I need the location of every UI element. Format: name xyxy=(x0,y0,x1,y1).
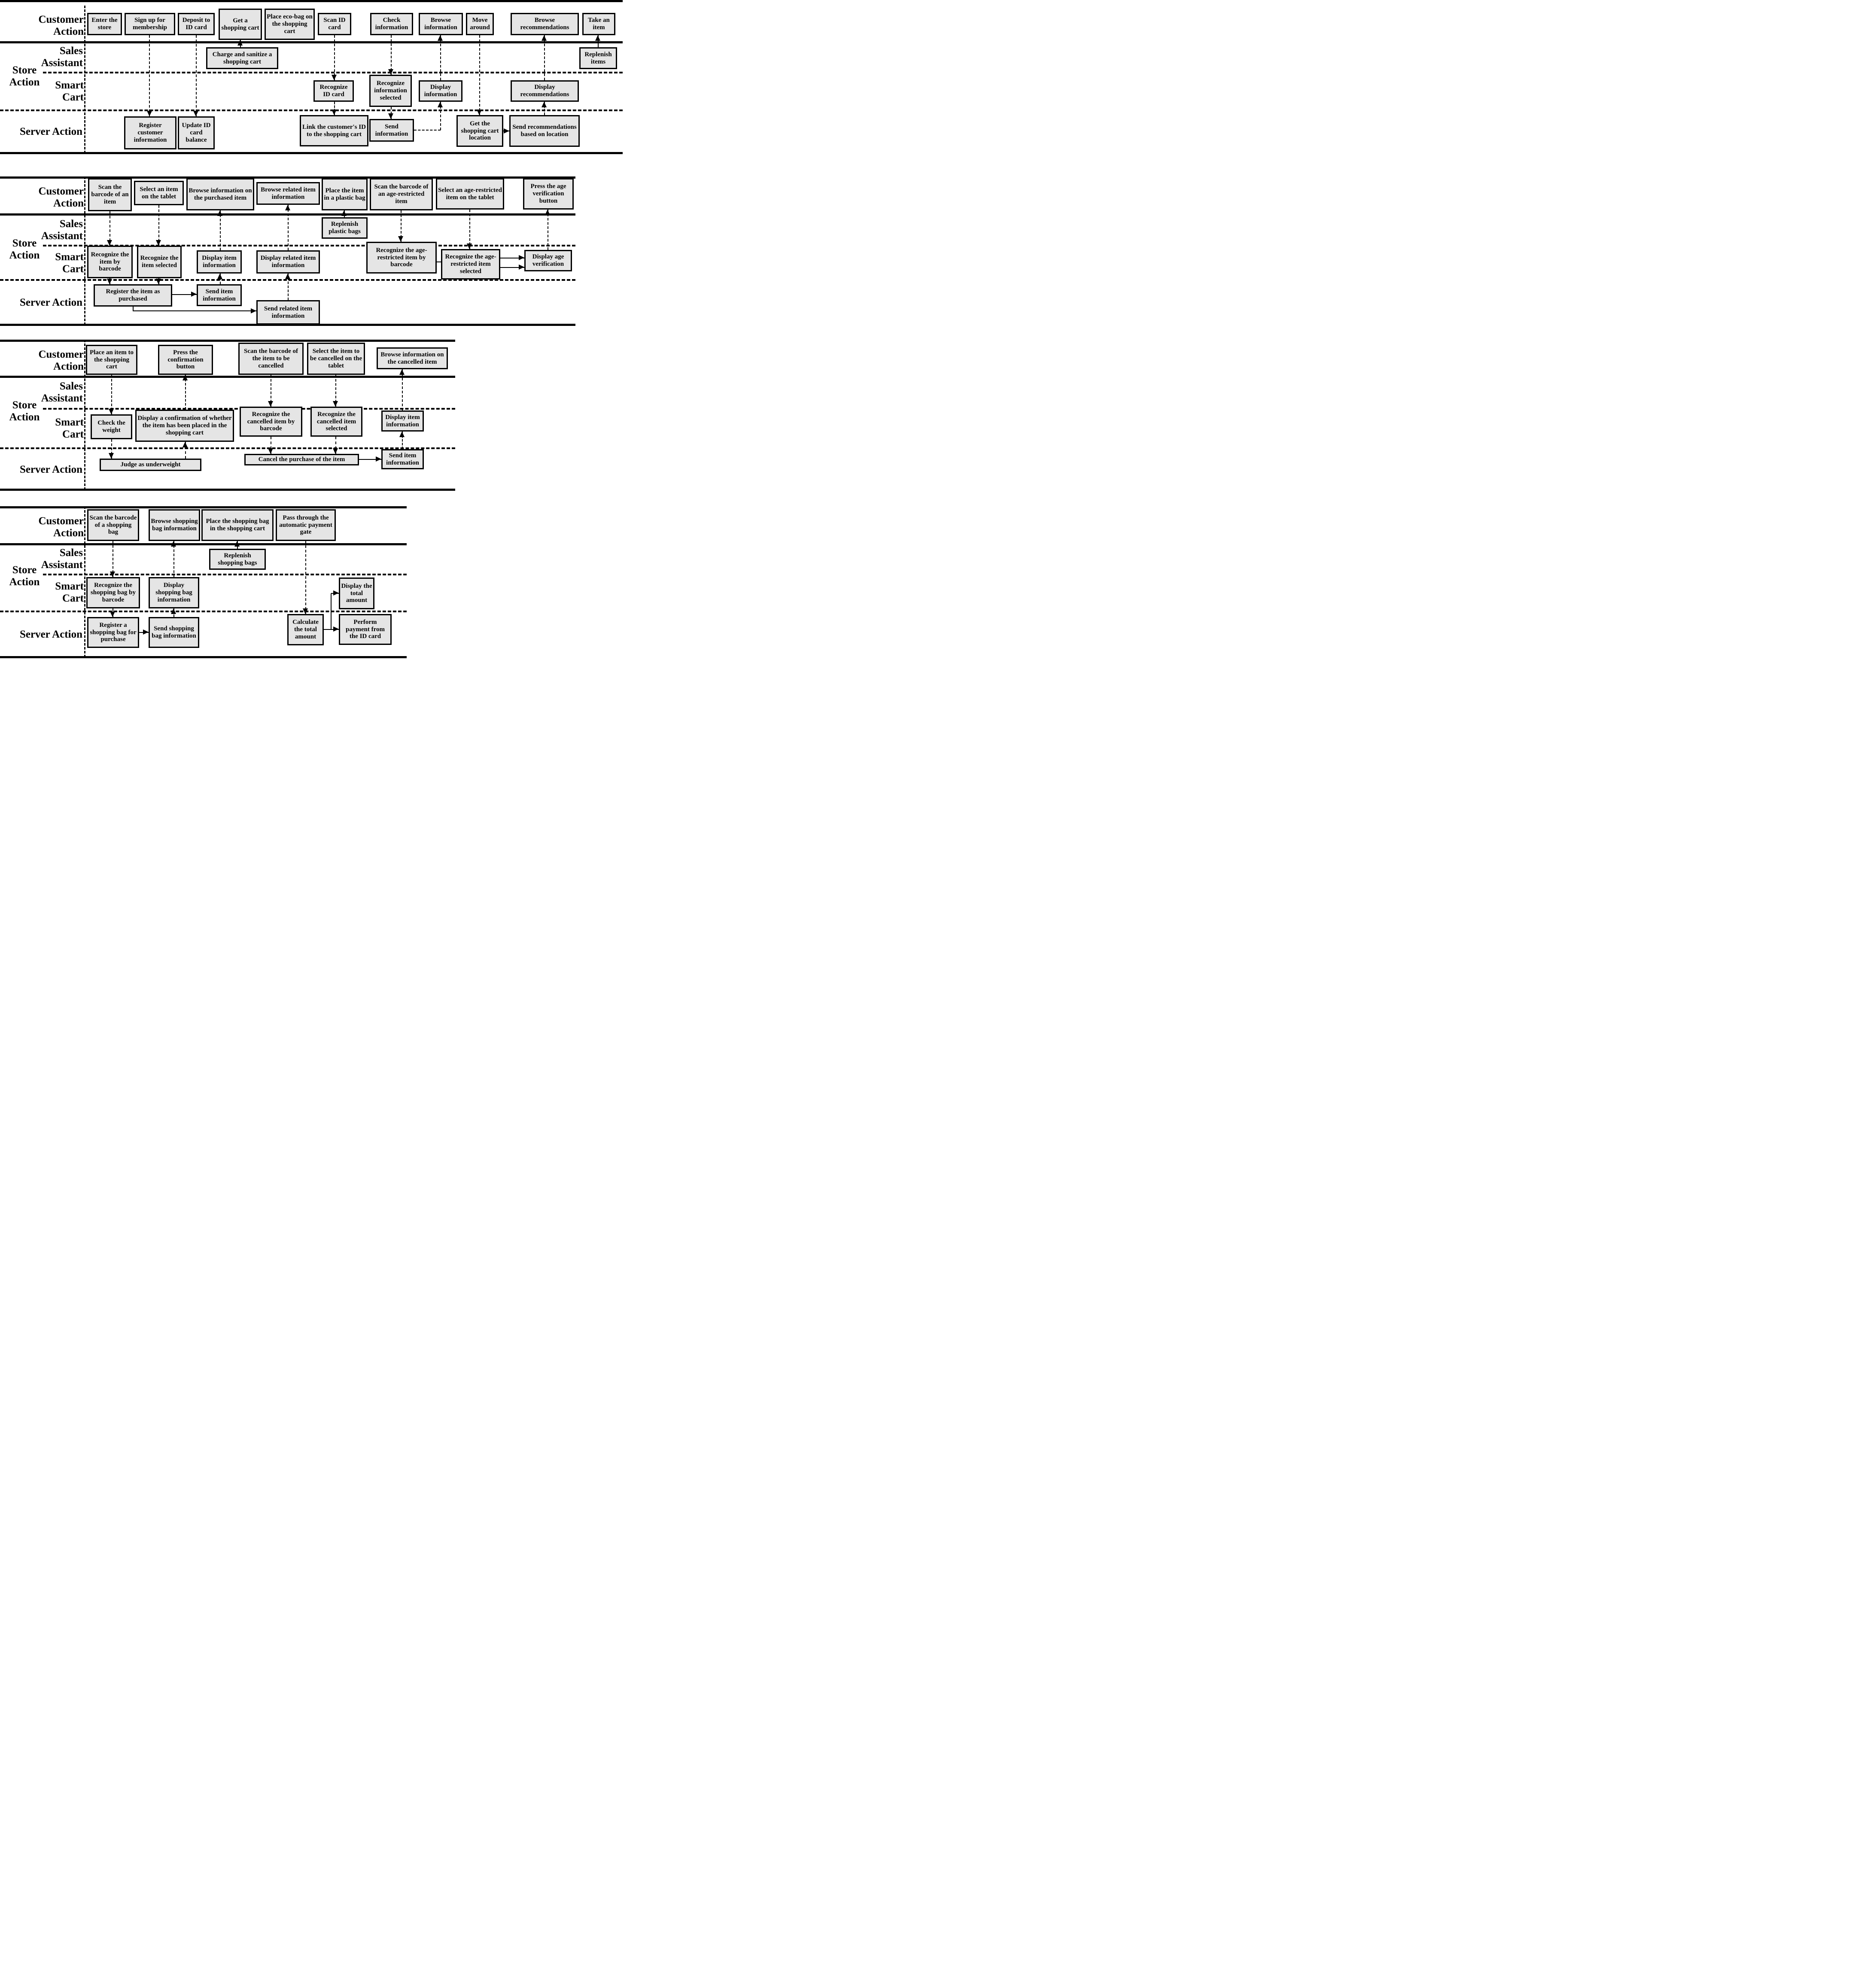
box-display-related-item-information: Display related item information xyxy=(256,250,320,274)
lane-label-store: Store Action xyxy=(9,237,40,261)
panel-border xyxy=(0,656,407,658)
box-scan-item-barcode: Scan the barcode of an item xyxy=(88,178,132,211)
box-recognize-age-restricted-barcode: Recognize the age-restricted item by barcode xyxy=(366,242,437,274)
lane-label-smart: Smart Cart xyxy=(55,79,84,103)
box-place-eco-bag: Place eco-bag on the shopping cart xyxy=(265,9,315,40)
box-select-age-restricted-tablet: Select an age-restricted item on the tablet xyxy=(436,178,504,210)
lane-label-server: Server Action xyxy=(19,126,82,137)
lane-label-sales: Sales Assistant xyxy=(41,380,83,404)
box-register-bag-purchase: Register a shopping bag for purchase xyxy=(87,617,139,648)
arrow-up-icon xyxy=(234,541,240,547)
box-browse-cancelled-item: Browse information on the cancelled item xyxy=(377,347,448,369)
box-replenish-shopping-bags: Replenish shopping bags xyxy=(209,549,266,570)
box-update-id-card-balance: Update ID card balance xyxy=(178,116,215,149)
box-recognize-bag-barcode: Recognize the shopping bag by barcode xyxy=(86,577,140,608)
box-send-recommendations: Send recommendations based on location xyxy=(509,115,580,147)
box-link-customer-id: Link the customer's ID to the shopping cart xyxy=(300,115,368,146)
box-get-shopping-cart: Get a shopping cart xyxy=(219,9,262,40)
box-scan-bag-barcode: Scan the barcode of a shopping bag xyxy=(87,509,139,541)
box-browse-purchased-item: Browse information on the purchased item xyxy=(186,178,254,210)
lane-label-store: Store Action xyxy=(9,564,40,588)
box-check-information: Check information xyxy=(370,13,413,35)
box-scan-cancel-barcode: Scan the barcode of the item to be cancelled xyxy=(238,343,304,375)
arrow-up-icon xyxy=(171,541,176,547)
arrow-right-icon xyxy=(143,629,149,635)
box-press-confirmation: Press the confirmation button xyxy=(158,345,213,375)
box-send-item-information: Send item information xyxy=(381,449,424,469)
lane-label-store: Store Action xyxy=(9,64,40,88)
box-judge-underweight: Judge as underweight xyxy=(100,459,201,471)
box-register-customer-information: Register customer information xyxy=(124,116,176,149)
box-check-weight: Check the weight xyxy=(91,414,132,439)
box-send-information: Send information xyxy=(369,119,414,142)
lane-label-sales: Sales Assistant xyxy=(41,547,83,571)
box-display-age-verification: Display age verification xyxy=(524,250,572,271)
box-calculate-total-amount: Calculate the total amount xyxy=(287,614,324,645)
box-browse-recommendations: Browse recommendations xyxy=(511,13,579,35)
arrow-right-icon xyxy=(333,626,339,632)
box-browse-information: Browse information xyxy=(419,13,463,35)
box-display-item-information: Display item information xyxy=(197,250,242,274)
box-recognize-information-selected: Recognize information selected xyxy=(369,75,412,107)
box-enter-store: Enter the store xyxy=(87,13,122,35)
box-pass-payment-gate: Pass through the automatic payment gate xyxy=(276,509,336,541)
box-recognize-age-restricted-selected: Recognize the age-restricted item selected xyxy=(441,249,500,280)
box-send-bag-information: Send shopping bag information xyxy=(149,617,199,648)
box-sign-up-membership: Sign up for membership xyxy=(125,13,175,35)
box-move-around: Move around xyxy=(466,13,494,35)
lane-label-smart: Smart Cart xyxy=(55,581,84,604)
lane-label-smart: Smart Cart xyxy=(55,416,84,440)
box-recognize-item-selected: Recognize the item selected xyxy=(137,246,182,278)
label-separator xyxy=(84,506,85,657)
box-display-bag-information: Display shopping bag information xyxy=(149,577,199,608)
lane-label-smart: Smart Cart xyxy=(55,251,84,275)
connector-line xyxy=(305,541,306,614)
box-place-bag-cart: Place the shopping bag in the shopping cart xyxy=(201,509,274,541)
sales-smart-divider xyxy=(43,574,407,575)
lane-label-sales: Sales Assistant xyxy=(41,218,83,242)
arrow-down-icon xyxy=(303,608,308,614)
service-blueprint-diagram xyxy=(0,0,623,663)
box-recognize-item-barcode: Recognize the item by barcode xyxy=(87,246,133,278)
lane-label-customer: Customer Action xyxy=(38,185,84,209)
customer-store-divider xyxy=(0,543,407,545)
box-replenish-items: Replenish items xyxy=(579,47,617,69)
lane-label-sales: Sales Assistant xyxy=(41,45,83,69)
box-browse-bag-information: Browse shopping bag information xyxy=(149,509,200,541)
lane-label-customer: Customer Action xyxy=(38,349,84,372)
box-display-item-information: Display item information xyxy=(381,410,424,432)
box-display-recommendations: Display recommendations xyxy=(511,80,579,102)
lane-label-customer: Customer Action xyxy=(38,14,84,37)
box-register-item-purchased: Register the item as purchased xyxy=(94,284,172,307)
box-get-cart-location: Get the shopping cart location xyxy=(456,115,503,147)
box-send-related-item-information: Send related item information xyxy=(256,300,320,325)
box-perform-payment: Perform payment from the ID card xyxy=(339,614,392,645)
lane-label-customer: Customer Action xyxy=(38,515,84,539)
lane-label-server: Server Action xyxy=(19,297,82,308)
box-replenish-plastic-bags: Replenish plastic bags xyxy=(322,217,368,239)
box-browse-related-item: Browse related item information xyxy=(256,182,320,205)
box-select-item-tablet: Select an item on the tablet xyxy=(134,181,184,205)
box-recognize-cancelled-barcode: Recognize the cancelled item by barcode xyxy=(240,407,302,437)
lane-label-server: Server Action xyxy=(19,629,82,640)
box-select-cancel-tablet: Select the item to be cancelled on the tablet xyxy=(307,343,365,375)
box-display-total-amount: Display the total amount xyxy=(339,578,374,609)
lane-label-store: Store Action xyxy=(9,399,40,423)
arrow-right-icon xyxy=(333,590,339,596)
box-place-item-cart: Place an item to the shopping cart xyxy=(86,345,137,375)
arrow-down-icon xyxy=(110,611,115,617)
panel-border xyxy=(0,506,407,508)
lane-label-server: Server Action xyxy=(19,464,82,475)
box-display-information: Display information xyxy=(419,80,462,102)
box-recognize-id-card: Recognize ID card xyxy=(313,80,354,102)
box-charge-sanitize-cart: Charge and sanitize a shopping cart xyxy=(206,47,278,69)
panel-4 xyxy=(0,0,623,663)
box-scan-age-restricted-barcode: Scan the barcode of an age-restricted item xyxy=(370,178,433,210)
box-press-age-verification: Press the age verification button xyxy=(523,178,574,210)
box-take-an-item: Take an item xyxy=(582,13,615,35)
box-cancel-purchase: Cancel the purchase of the item xyxy=(244,454,359,465)
connector-line xyxy=(331,593,332,629)
box-deposit-id-card: Deposit to ID card xyxy=(178,13,215,35)
box-send-item-information: Send item information xyxy=(197,284,242,306)
smart-server-divider xyxy=(0,611,407,612)
box-place-item-plastic-bag: Place the item in a plastic bag xyxy=(322,178,368,210)
box-recognize-cancelled-selected: Recognize the cancelled item selected xyxy=(310,407,362,437)
arrow-up-icon xyxy=(171,608,176,614)
box-scan-id-card: Scan ID card xyxy=(318,13,351,35)
box-display-confirmation: Display a confirmation of whether the item has been placed in the shopping cart xyxy=(135,410,234,442)
arrow-down-icon xyxy=(110,571,115,577)
